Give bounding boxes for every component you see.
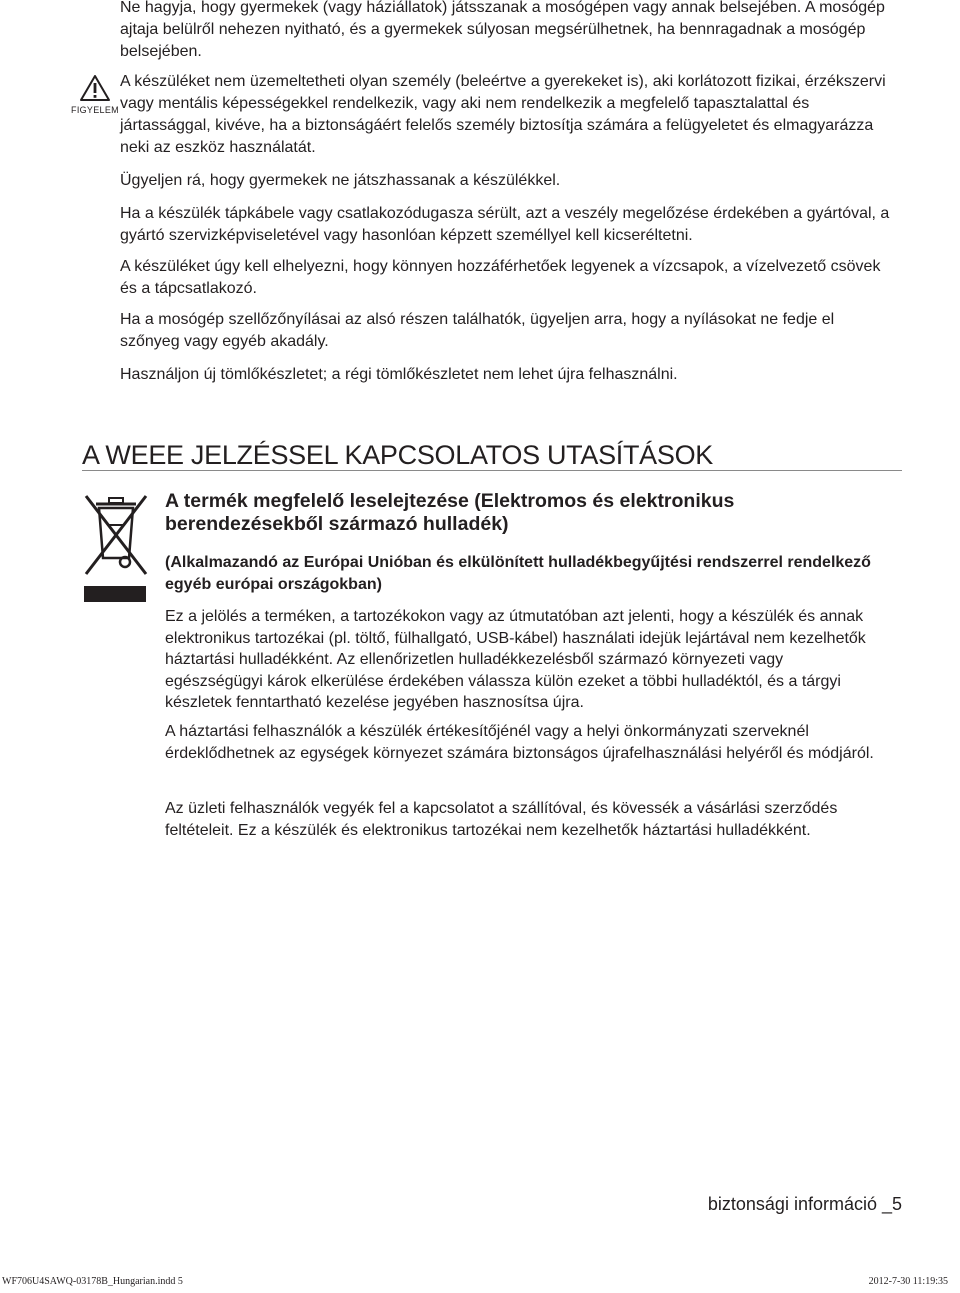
paragraph-child-safety: Ne hagyja, hogy gyermekek (vagy háziállatok) játsszanak a mosógépen vagy annak belsejében. A mosógép ajtaja belülről nehezen nyitható, és a gyermekek súlyosan megsérülhetnek, ha bennragadnak a mosógép belsejében.: [120, 0, 885, 60]
weee-paragraph-household: A háztartási felhasználók a készülék értékesítőjénél vagy a helyi önkormányzati szerveknél érdeklődhetnek az egységek környezet számára biztonságos újrafelhasználási helyéről és módjáról.: [165, 723, 874, 762]
weee-subheading: (Alkalmazandó az Európai Unióban és elkülönített hulladékbegyűjtési rendszerrel rendelkező egyéb európai országokban): [165, 554, 871, 593]
paragraph-ventilation: Ha a mosógép szellőzőnyílásai az alsó részen találhatók, ügyeljen arra, hogy a nyílásokat ne fedje el szőnyeg vagy egyéb akadály.: [120, 311, 835, 350]
crossed-out-wheelie-bin-icon: [82, 492, 150, 578]
paragraph-power-cable: Ha a készülék tápkábele vagy csatlakozódugasza sérült, azt a veszély megelőzése érdekében a gyártóval, a gyártó szervizképviseletével vagy hasonlóan képzett személlyel kell kicseréltetni.: [120, 205, 890, 244]
weee-black-bar: [84, 586, 146, 602]
warning-triangle-icon: [79, 74, 111, 102]
page-footer-section-label: biztonsági információ _5: [707, 1194, 902, 1214]
paragraph-hose-set: Használjon új tömlőkészletet; a régi tömlőkészletet nem lehet újra felhasználni.: [120, 366, 678, 383]
section-divider: [82, 470, 902, 471]
section-title: A WEEE JELZÉSSEL KAPCSOLATOS UTASÍTÁSOK: [82, 440, 714, 470]
footer-file-name: WF706U4SAWQ-03178B_Hungarian.indd 5: [2, 1276, 183, 1287]
weee-paragraph-marking: Ez a jelölés a terméken, a tartozékokon vagy az útmutatóban azt jelenti, hogy a készülék és annak elektronikus tartozékai (pl. töltő, fülhallgató, USB-kábel) használati idejük lejártával nem kezelhetők háztartási hulladékként. Az ellenőrizetlen hulladékkezelésből származó környezeti vagy egészségügyi károk elkerülése érdekében válassza külön ezeket a többi hulladéktól, és a tárgyi készletek fenntartható kezelése jegyében hasznosítsa újra.: [165, 608, 866, 711]
weee-heading: A termék megfelelő leselejtezése (Elektromos és elektronikus berendezésekből származó hulladék): [165, 490, 735, 535]
warning-block: [70, 74, 120, 115]
paragraph-children-play: Ügyeljen rá, hogy gyermekek ne játszhassanak a készülékkel.: [120, 172, 561, 189]
weee-paragraph-business: Az üzleti felhasználók vegyék fel a kapcsolatot a szállítóval, és kövessék a vásárlási szerződés feltételeit. Ez a készülék és elektronikus tartozékai nem kezelhetők háztartási hulladékként.: [165, 800, 838, 839]
footer-timestamp: 2012-7-30 11:19:35: [868, 1276, 948, 1287]
warning-label: FIGYELEM: [71, 105, 119, 115]
paragraph-limited-capability: A készüléket nem üzemeltetheti olyan személy (beleértve a gyerekeket is), aki korlátozott fizikai, érzékszervi vagy mentális képességekkel rendelkezik, vagy aki nem rendelkezik a megfelelő tapasztalattal és jártassággal, kivéve, ha a biztonságáért felelős személy biztosítja számára a felügyeletet és elmagyarázza neki az eszköz használatát.: [120, 73, 886, 156]
paragraph-placement: A készüléket úgy kell elhelyezni, hogy könnyen hozzáférhetőek legyenek a vízcsapok, a vízelvezető csövek és a tápcsatlakozó.: [120, 258, 881, 297]
